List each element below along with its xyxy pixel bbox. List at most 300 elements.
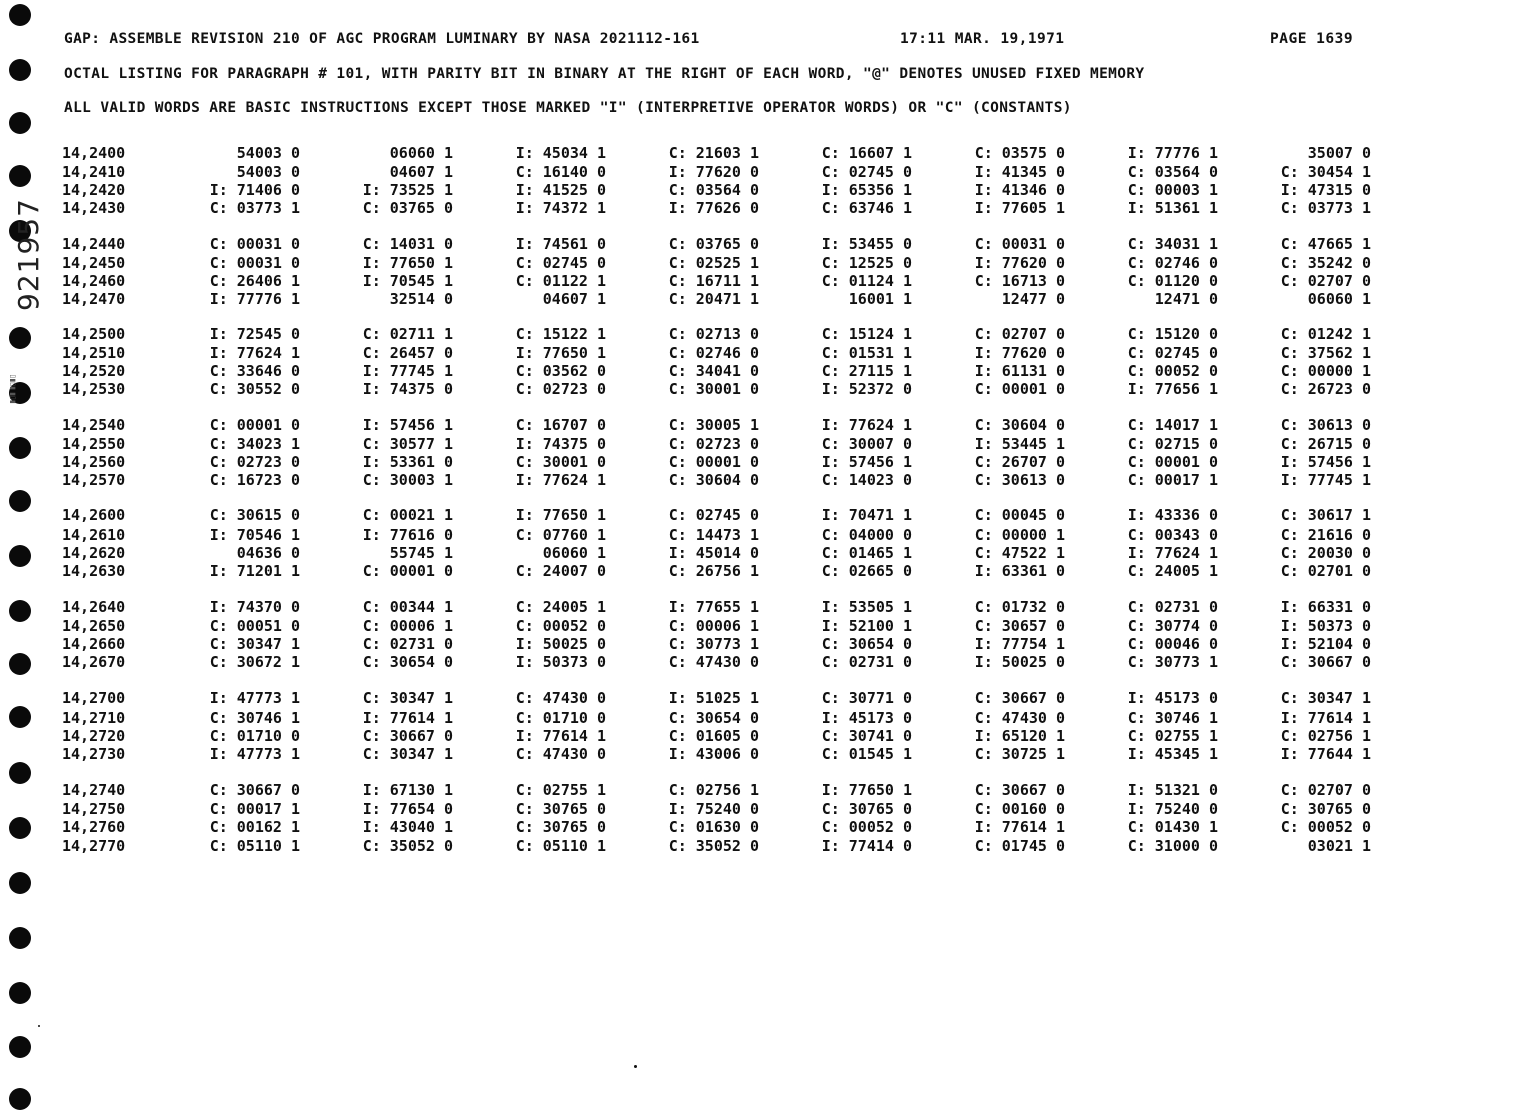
listing-word: I: 57456 1 bbox=[821, 453, 912, 471]
listing-word: C: 16711 1 bbox=[668, 272, 759, 290]
listing-word: I: 50373 0 bbox=[515, 653, 606, 671]
listing-word: I: 72545 0 bbox=[209, 325, 300, 343]
listing-word: 06060 1 bbox=[1307, 290, 1371, 308]
listing-word: C: 00031 0 bbox=[209, 235, 300, 253]
listing-word: C: 01122 1 bbox=[515, 272, 606, 290]
listing-word: 03021 1 bbox=[1307, 837, 1371, 855]
listing-word: I: 53455 0 bbox=[821, 235, 912, 253]
listing-word: C: 07760 1 bbox=[515, 526, 606, 544]
listing-word: C: 35242 0 bbox=[1280, 254, 1371, 272]
listing-word: I: 50373 0 bbox=[1280, 617, 1371, 635]
listing-word: C: 00001 0 bbox=[1127, 453, 1218, 471]
listing-word: C: 01605 0 bbox=[668, 727, 759, 745]
listing-word: C: 03562 0 bbox=[515, 362, 606, 380]
listing-word: C: 33646 0 bbox=[209, 362, 300, 380]
listing-word: C: 01430 1 bbox=[1127, 818, 1218, 836]
listing-word: I: 70546 1 bbox=[209, 526, 300, 544]
listing-word: C: 00003 1 bbox=[1127, 181, 1218, 199]
listing-word: C: 00051 0 bbox=[209, 617, 300, 635]
listing-word: C: 31000 0 bbox=[1127, 837, 1218, 855]
listing-word: I: 74372 1 bbox=[515, 199, 606, 217]
listing-word: I: 43336 0 bbox=[1127, 506, 1218, 524]
listing-word: I: 66331 0 bbox=[1280, 598, 1371, 616]
listing-word: I: 77745 1 bbox=[362, 362, 453, 380]
listing-word: C: 30667 0 bbox=[362, 727, 453, 745]
listing-word: I: 51025 1 bbox=[668, 689, 759, 707]
listing-word: C: 30657 0 bbox=[974, 617, 1065, 635]
listing-word: C: 01630 0 bbox=[668, 818, 759, 836]
listing-word: C: 30654 0 bbox=[668, 709, 759, 727]
listing-word: I: 53445 1 bbox=[974, 435, 1065, 453]
listing-word: C: 02707 0 bbox=[974, 325, 1065, 343]
punch-hole bbox=[9, 653, 31, 675]
punch-hole bbox=[9, 762, 31, 784]
listing-word: C: 01545 1 bbox=[821, 745, 912, 763]
listing-word: I: 77614 1 bbox=[515, 727, 606, 745]
listing-address: 14,2640 bbox=[62, 598, 126, 616]
listing-word: C: 02746 0 bbox=[1127, 254, 1218, 272]
listing-word: C: 02746 0 bbox=[668, 344, 759, 362]
listing-word: I: 77624 1 bbox=[1127, 544, 1218, 562]
listing-word: C: 30577 1 bbox=[362, 435, 453, 453]
listing-word: I: 74561 0 bbox=[515, 235, 606, 253]
listing-word: C: 47430 0 bbox=[974, 709, 1065, 727]
listing-word: 12477 0 bbox=[1001, 290, 1065, 308]
listing-word: I: 43040 1 bbox=[362, 818, 453, 836]
listing-word: I: 41346 0 bbox=[974, 181, 1065, 199]
listing-word: C: 30771 0 bbox=[821, 689, 912, 707]
listing-word: C: 00052 0 bbox=[1280, 818, 1371, 836]
listing-word: C: 30765 0 bbox=[821, 800, 912, 818]
listing-word: I: 73525 1 bbox=[362, 181, 453, 199]
listing-word: C: 02755 1 bbox=[1127, 727, 1218, 745]
listing-word: C: 30347 1 bbox=[362, 745, 453, 763]
listing-word: C: 26406 1 bbox=[209, 272, 300, 290]
listing-word: C: 05110 1 bbox=[515, 837, 606, 855]
listing-word: C: 30667 0 bbox=[974, 689, 1065, 707]
listing-word: I: 77656 1 bbox=[1127, 380, 1218, 398]
listing-word: C: 03575 0 bbox=[974, 144, 1065, 162]
listing-word: I: 77644 1 bbox=[1280, 745, 1371, 763]
listing-word: I: 75240 0 bbox=[668, 800, 759, 818]
listing-word: C: 12525 0 bbox=[821, 254, 912, 272]
listing-word: I: 61131 0 bbox=[974, 362, 1065, 380]
listing-word: C: 15120 0 bbox=[1127, 325, 1218, 343]
listing-word: C: 35052 0 bbox=[668, 837, 759, 855]
listing-word: I: 77614 1 bbox=[1280, 709, 1371, 727]
listing-word: 16001 1 bbox=[848, 290, 912, 308]
listing-word: C: 21616 0 bbox=[1280, 526, 1371, 544]
punch-hole bbox=[9, 706, 31, 728]
listing-word: C: 05110 1 bbox=[209, 837, 300, 855]
listing-word: C: 16723 0 bbox=[209, 471, 300, 489]
listing-word: C: 02713 0 bbox=[668, 325, 759, 343]
listing-word: C: 15122 1 bbox=[515, 325, 606, 343]
listing-word: C: 16607 1 bbox=[821, 144, 912, 162]
listing-word: C: 01465 1 bbox=[821, 544, 912, 562]
listing-address: 14,2510 bbox=[62, 344, 126, 362]
listing-word: 35007 0 bbox=[1307, 144, 1371, 162]
listing-word: C: 00160 0 bbox=[974, 800, 1065, 818]
punch-hole bbox=[9, 1088, 31, 1110]
listing-word: C: 30007 0 bbox=[821, 435, 912, 453]
listing-word: I: 77776 1 bbox=[1127, 144, 1218, 162]
listing-word: I: 77614 1 bbox=[974, 818, 1065, 836]
listing-word: C: 02707 0 bbox=[1280, 272, 1371, 290]
listing-word: C: 37562 1 bbox=[1280, 344, 1371, 362]
listing-word: C: 30765 0 bbox=[1280, 800, 1371, 818]
listing-word: C: 00344 1 bbox=[362, 598, 453, 616]
listing-word: 32514 0 bbox=[389, 290, 453, 308]
listing-word: C: 00017 1 bbox=[209, 800, 300, 818]
listing-word: C: 14023 0 bbox=[821, 471, 912, 489]
listing-address: 14,2450 bbox=[62, 254, 126, 272]
listing-word: C: 02707 0 bbox=[1280, 781, 1371, 799]
listing-word: 04607 1 bbox=[389, 163, 453, 181]
listing-word: C: 00031 0 bbox=[974, 235, 1065, 253]
listing-address: 14,2460 bbox=[62, 272, 126, 290]
listing-address: 14,2600 bbox=[62, 506, 126, 524]
listing-word: C: 01745 0 bbox=[974, 837, 1065, 855]
listing-word: C: 30617 1 bbox=[1280, 506, 1371, 524]
listing-word: C: 35052 0 bbox=[362, 837, 453, 855]
listing-word: C: 03765 0 bbox=[668, 235, 759, 253]
punch-hole bbox=[9, 327, 31, 349]
listing-word: I: 77605 1 bbox=[974, 199, 1065, 217]
listing-word: C: 30001 0 bbox=[515, 453, 606, 471]
listing-word: I: 77624 1 bbox=[209, 344, 300, 362]
listing-address: 14,2710 bbox=[62, 709, 126, 727]
listing-word: C: 30347 1 bbox=[362, 689, 453, 707]
listing-word: C: 30001 0 bbox=[668, 380, 759, 398]
listing-word: C: 14031 0 bbox=[362, 235, 453, 253]
listing-word: C: 00001 0 bbox=[668, 453, 759, 471]
punch-hole bbox=[9, 872, 31, 894]
punch-hole bbox=[9, 1036, 31, 1058]
listing-address: 14,2760 bbox=[62, 818, 126, 836]
listing-address: 14,2650 bbox=[62, 617, 126, 635]
listing-word: I: 65120 1 bbox=[974, 727, 1065, 745]
listing-word: 06060 1 bbox=[542, 544, 606, 562]
listing-address: 14,2530 bbox=[62, 380, 126, 398]
listing-word: C: 00031 0 bbox=[209, 254, 300, 272]
listing-word: C: 24007 0 bbox=[515, 562, 606, 580]
listing-word: C: 00006 1 bbox=[362, 617, 453, 635]
listing-address: 14,2750 bbox=[62, 800, 126, 818]
listing-word: C: 26707 0 bbox=[974, 453, 1065, 471]
listing-word: I: 77754 1 bbox=[974, 635, 1065, 653]
listing-word: C: 02723 0 bbox=[668, 435, 759, 453]
listing-word: I: 47773 1 bbox=[209, 689, 300, 707]
listing-word: C: 20030 0 bbox=[1280, 544, 1371, 562]
listing-word: C: 30774 0 bbox=[1127, 617, 1218, 635]
listing-word: I: 77654 0 bbox=[362, 800, 453, 818]
listing-word: I: 50025 0 bbox=[974, 653, 1065, 671]
listing-word: I: 45034 1 bbox=[515, 144, 606, 162]
listing-word: I: 77620 0 bbox=[974, 344, 1065, 362]
listing-word: I: 77745 1 bbox=[1280, 471, 1371, 489]
listing-word: I: 41345 0 bbox=[974, 163, 1065, 181]
listing-word: I: 77614 1 bbox=[362, 709, 453, 727]
listing-word: C: 30725 1 bbox=[974, 745, 1065, 763]
punch-hole bbox=[9, 982, 31, 1004]
listing-word: C: 34023 1 bbox=[209, 435, 300, 453]
listing-word: I: 77650 1 bbox=[821, 781, 912, 799]
listing-word: C: 01120 0 bbox=[1127, 272, 1218, 290]
listing-word: 04636 0 bbox=[236, 544, 300, 562]
listing-word: C: 00001 0 bbox=[209, 416, 300, 434]
punch-hole bbox=[9, 437, 31, 459]
listing-word: C: 02731 0 bbox=[362, 635, 453, 653]
listing-address: 14,2720 bbox=[62, 727, 126, 745]
listing-word: I: 77650 1 bbox=[515, 506, 606, 524]
listing-word: C: 30613 0 bbox=[1280, 416, 1371, 434]
printer-speck bbox=[38, 1025, 40, 1027]
listing-word: C: 26756 1 bbox=[668, 562, 759, 580]
listing-word: C: 30347 1 bbox=[1280, 689, 1371, 707]
listing-word: I: 77620 0 bbox=[668, 163, 759, 181]
listing-address: 14,2470 bbox=[62, 290, 126, 308]
listing-word: 06060 1 bbox=[389, 144, 453, 162]
listing-word: C: 02731 0 bbox=[821, 653, 912, 671]
listing-address: 14,2610 bbox=[62, 526, 126, 544]
listing-word: C: 26457 0 bbox=[362, 344, 453, 362]
listing-word: C: 47430 0 bbox=[668, 653, 759, 671]
listing-word: C: 01242 1 bbox=[1280, 325, 1371, 343]
printer-speck bbox=[634, 1065, 637, 1068]
listing-word: C: 03773 1 bbox=[1280, 199, 1371, 217]
listing-word: I: 50025 0 bbox=[515, 635, 606, 653]
listing-word: C: 00052 0 bbox=[821, 818, 912, 836]
listing-word: C: 02723 0 bbox=[515, 380, 606, 398]
listing-address: 14,2440 bbox=[62, 235, 126, 253]
punch-hole bbox=[9, 490, 31, 512]
listing-word: C: 00343 0 bbox=[1127, 526, 1218, 544]
listing-word: I: 77776 1 bbox=[209, 290, 300, 308]
listing-word: I: 45345 1 bbox=[1127, 745, 1218, 763]
listing-word: C: 30765 0 bbox=[515, 800, 606, 818]
listing-word: C: 01710 0 bbox=[515, 709, 606, 727]
listing-word: C: 30672 1 bbox=[209, 653, 300, 671]
listing-word: C: 02525 1 bbox=[668, 254, 759, 272]
listing-word: I: 77624 1 bbox=[821, 416, 912, 434]
listing-word: C: 14017 1 bbox=[1127, 416, 1218, 434]
listing-word: C: 02745 0 bbox=[821, 163, 912, 181]
listing-word: I: 77650 1 bbox=[362, 254, 453, 272]
listing-word: C: 34031 1 bbox=[1127, 235, 1218, 253]
listing-word: C: 03765 0 bbox=[362, 199, 453, 217]
listing-word: 54003 0 bbox=[236, 144, 300, 162]
listing-word: C: 14473 1 bbox=[668, 526, 759, 544]
listing-word: C: 30552 0 bbox=[209, 380, 300, 398]
listing-word: C: 30746 1 bbox=[1127, 709, 1218, 727]
listing-word: C: 00017 1 bbox=[1127, 471, 1218, 489]
listing-word: 12471 0 bbox=[1154, 290, 1218, 308]
listing-word: C: 30765 0 bbox=[515, 818, 606, 836]
punch-hole bbox=[9, 927, 31, 949]
listing-address: 14,2770 bbox=[62, 837, 126, 855]
listing-address: 14,2620 bbox=[62, 544, 126, 562]
listing-word: C: 47522 1 bbox=[974, 544, 1065, 562]
listing-word: C: 20471 1 bbox=[668, 290, 759, 308]
listing-word: C: 02756 1 bbox=[1280, 727, 1371, 745]
listing-address: 14,2420 bbox=[62, 181, 126, 199]
punch-hole bbox=[9, 112, 31, 134]
listing-word: I: 70545 1 bbox=[362, 272, 453, 290]
listing-word: C: 02711 1 bbox=[362, 325, 453, 343]
listing-word: 04607 1 bbox=[542, 290, 606, 308]
listing-word: I: 70471 1 bbox=[821, 506, 912, 524]
listing-word: I: 77414 0 bbox=[821, 837, 912, 855]
listing-word: I: 74375 0 bbox=[362, 380, 453, 398]
punch-hole bbox=[9, 59, 31, 81]
listing-word: C: 02756 1 bbox=[668, 781, 759, 799]
listing-word: C: 30667 0 bbox=[209, 781, 300, 799]
listing-word: I: 53505 1 bbox=[821, 598, 912, 616]
listing-word: C: 47430 0 bbox=[515, 745, 606, 763]
listing-word: C: 00045 0 bbox=[974, 506, 1065, 524]
listing-word: C: 00001 0 bbox=[974, 380, 1065, 398]
listing-word: C: 04000 0 bbox=[821, 526, 912, 544]
listing-address: 14,2570 bbox=[62, 471, 126, 489]
listing-address: 14,2500 bbox=[62, 325, 126, 343]
punch-hole bbox=[9, 165, 31, 187]
listing-word: C: 30003 1 bbox=[362, 471, 453, 489]
listing-word: C: 63746 1 bbox=[821, 199, 912, 217]
listing-word: C: 26715 0 bbox=[1280, 435, 1371, 453]
listing-word: C: 01710 0 bbox=[209, 727, 300, 745]
listing-word: C: 30347 1 bbox=[209, 635, 300, 653]
listing-word: C: 30773 1 bbox=[668, 635, 759, 653]
listing-address: 14,2670 bbox=[62, 653, 126, 671]
listing-word: C: 03773 1 bbox=[209, 199, 300, 217]
listing-word: C: 30667 0 bbox=[974, 781, 1065, 799]
margin-serial-number: 921957 bbox=[11, 198, 45, 311]
listing-word: 55745 1 bbox=[389, 544, 453, 562]
listing-word: C: 02755 1 bbox=[515, 781, 606, 799]
header-timestamp: 17:11 MAR. 19,1971 bbox=[900, 31, 1065, 47]
header-legend-line: ALL VALID WORDS ARE BASIC INSTRUCTIONS EXCEPT THOSE MARKED "I" (INTERPRETIVE OPERATOR WORDS) OR "C" (CONSTANTS) bbox=[64, 100, 1072, 116]
listing-word: C: 00000 1 bbox=[1280, 362, 1371, 380]
listing-word: I: 52100 1 bbox=[821, 617, 912, 635]
listing-word: C: 24005 1 bbox=[515, 598, 606, 616]
listing-word: I: 63361 0 bbox=[974, 562, 1065, 580]
listing-word: I: 53361 0 bbox=[362, 453, 453, 471]
listing-word: I: 74370 0 bbox=[209, 598, 300, 616]
listing-address: 14,2730 bbox=[62, 745, 126, 763]
listing-word: C: 03564 0 bbox=[1127, 163, 1218, 181]
listing-address: 14,2400 bbox=[62, 144, 126, 162]
listing-word: I: 57456 1 bbox=[1280, 453, 1371, 471]
listing-address: 14,2630 bbox=[62, 562, 126, 580]
listing-word: I: 65356 1 bbox=[821, 181, 912, 199]
listing-word: C: 00046 0 bbox=[1127, 635, 1218, 653]
listing-word: I: 45014 0 bbox=[668, 544, 759, 562]
header-title-line: GAP: ASSEMBLE REVISION 210 OF AGC PROGRAM LUMINARY BY NASA 2021112-161 bbox=[64, 31, 700, 47]
listing-word: I: 47315 0 bbox=[1280, 181, 1371, 199]
listing-word: C: 24005 1 bbox=[1127, 562, 1218, 580]
header-page-number: PAGE 1639 bbox=[1270, 31, 1354, 47]
listing-word: I: 77655 1 bbox=[668, 598, 759, 616]
listing-word: C: 30005 1 bbox=[668, 416, 759, 434]
listing-address: 14,2660 bbox=[62, 635, 126, 653]
listing-word: C: 02723 0 bbox=[209, 453, 300, 471]
listing-word: 54003 0 bbox=[236, 163, 300, 181]
listing-word: C: 02701 0 bbox=[1280, 562, 1371, 580]
listing-word: I: 45173 0 bbox=[1127, 689, 1218, 707]
listing-word: I: 52372 0 bbox=[821, 380, 912, 398]
listing-word: C: 01124 1 bbox=[821, 272, 912, 290]
listing-word: C: 30615 0 bbox=[209, 506, 300, 524]
listing-address: 14,2410 bbox=[62, 163, 126, 181]
listing-word: C: 00006 1 bbox=[668, 617, 759, 635]
listing-word: I: 41525 0 bbox=[515, 181, 606, 199]
listing-word: I: 57456 1 bbox=[362, 416, 453, 434]
margin-tiny-print: ▮▯▮ ▮▯▮▯ bbox=[8, 374, 17, 404]
listing-word: I: 43006 0 bbox=[668, 745, 759, 763]
listing-word: I: 67130 1 bbox=[362, 781, 453, 799]
listing-word: I: 77620 0 bbox=[974, 254, 1065, 272]
listing-word: I: 45173 0 bbox=[821, 709, 912, 727]
listing-word: C: 01531 1 bbox=[821, 344, 912, 362]
listing-word: C: 34041 0 bbox=[668, 362, 759, 380]
listing-word: C: 16713 0 bbox=[974, 272, 1065, 290]
listing-word: I: 52104 0 bbox=[1280, 635, 1371, 653]
listing-word: C: 30667 0 bbox=[1280, 653, 1371, 671]
listing-word: I: 75240 0 bbox=[1127, 800, 1218, 818]
listing-word: I: 71201 1 bbox=[209, 562, 300, 580]
listing-word: C: 02665 0 bbox=[821, 562, 912, 580]
listing-word: C: 30741 0 bbox=[821, 727, 912, 745]
listing-word: I: 77616 0 bbox=[362, 526, 453, 544]
punch-hole bbox=[9, 545, 31, 567]
listing-word: C: 30654 0 bbox=[821, 635, 912, 653]
punch-hole bbox=[9, 600, 31, 622]
listing-word: C: 47665 1 bbox=[1280, 235, 1371, 253]
listing-word: C: 47430 0 bbox=[515, 689, 606, 707]
listing-address: 14,2540 bbox=[62, 416, 126, 434]
listing-word: C: 00052 0 bbox=[515, 617, 606, 635]
listing-word: C: 30604 0 bbox=[668, 471, 759, 489]
listing-address: 14,2550 bbox=[62, 435, 126, 453]
listing-word: I: 47773 1 bbox=[209, 745, 300, 763]
listing-word: C: 16140 0 bbox=[515, 163, 606, 181]
listing-word: I: 77624 1 bbox=[515, 471, 606, 489]
listing-word: C: 01732 0 bbox=[974, 598, 1065, 616]
listing-word: I: 77626 0 bbox=[668, 199, 759, 217]
listing-address: 14,2740 bbox=[62, 781, 126, 799]
listing-word: C: 00021 1 bbox=[362, 506, 453, 524]
listing-word: C: 30613 0 bbox=[974, 471, 1065, 489]
listing-word: C: 21603 1 bbox=[668, 144, 759, 162]
punch-hole bbox=[9, 817, 31, 839]
listing-address: 14,2560 bbox=[62, 453, 126, 471]
listing-word: C: 30654 0 bbox=[362, 653, 453, 671]
listing-word: C: 02715 0 bbox=[1127, 435, 1218, 453]
listing-word: C: 03564 0 bbox=[668, 181, 759, 199]
listing-word: I: 74375 0 bbox=[515, 435, 606, 453]
listing-word: I: 71406 0 bbox=[209, 181, 300, 199]
listing-word: C: 26723 0 bbox=[1280, 380, 1371, 398]
listing-word: C: 30604 0 bbox=[974, 416, 1065, 434]
listing-address: 14,2700 bbox=[62, 689, 126, 707]
listing-word: C: 02745 0 bbox=[1127, 344, 1218, 362]
listing-word: C: 16707 0 bbox=[515, 416, 606, 434]
listing-word: C: 15124 1 bbox=[821, 325, 912, 343]
listing-address: 14,2520 bbox=[62, 362, 126, 380]
listing-address: 14,2430 bbox=[62, 199, 126, 217]
punch-hole bbox=[9, 4, 31, 26]
